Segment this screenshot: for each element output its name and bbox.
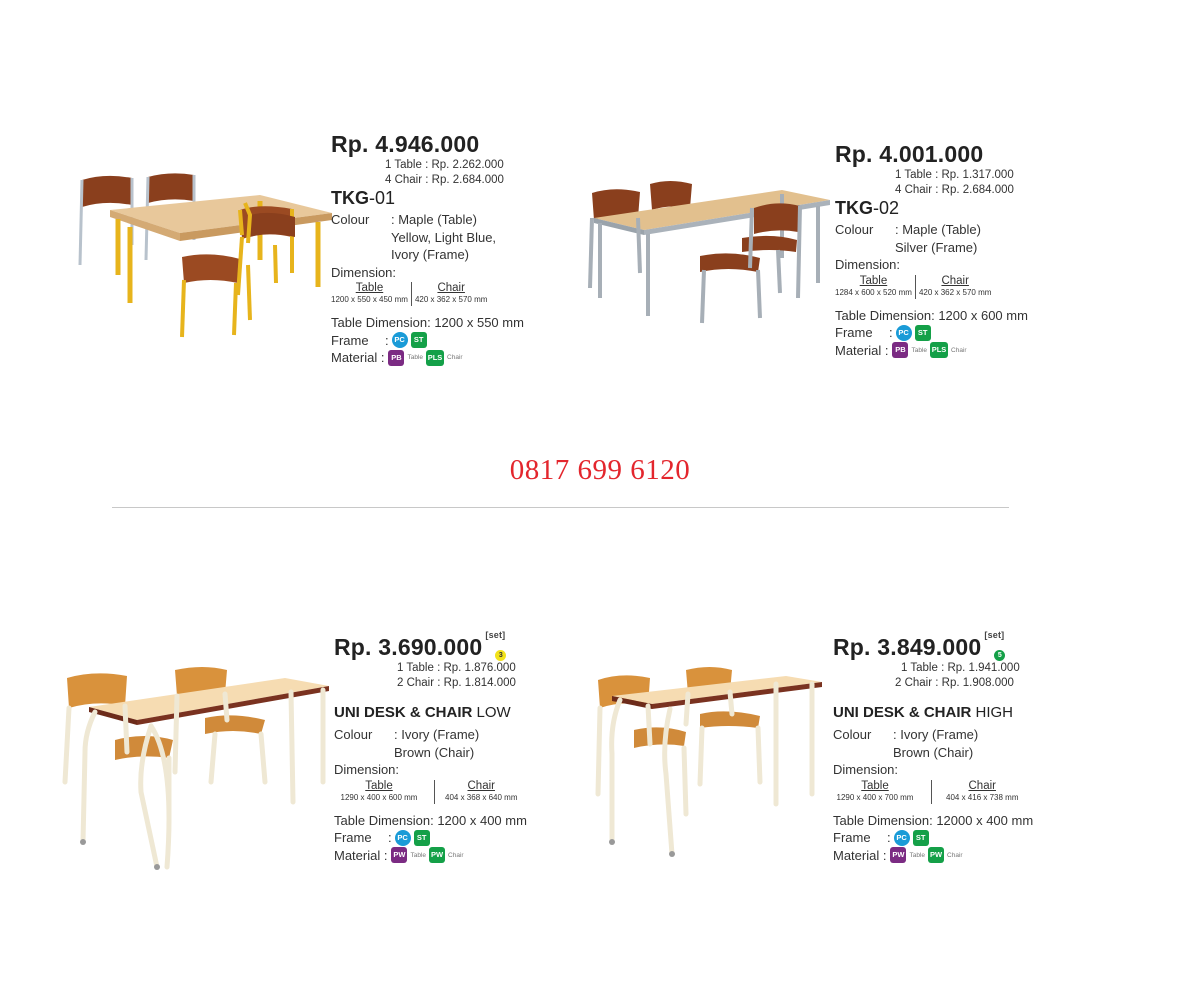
price-value: Rp. 3.849.000 [833,634,982,660]
set-count-badge: 5 [994,650,1005,661]
model-name-bold: TKG [331,188,369,208]
frame-tag-st: ST [913,830,929,846]
material-note-table: Table [407,354,424,361]
section-divider [112,507,1009,508]
model-name [331,188,524,209]
price-set-label: [set] [485,630,506,640]
dim-table-value: 1284 x 600 x 520 mm [835,287,912,297]
dimension-label: Dimension: [833,762,899,777]
frame-tag-pc: PC [395,830,411,846]
model-name-bold: UNI DESK & CHAIR [334,704,473,721]
material-note-chair: Chair [947,851,963,859]
dim-chair-label: Chair [968,779,996,792]
price: Rp. 4.946.000 [331,131,480,157]
colour-value-1: : Maple (Table) [391,212,477,227]
dim-table-label: Table [861,779,889,792]
material-note-chair: Chair [448,851,464,859]
model-name-suffix: -02 [873,198,900,218]
colour-value-2: Brown (Chair) [893,744,974,760]
material-label: Material : [334,847,388,863]
colour-value-1: : Ivory (Frame) [394,727,480,742]
sub-price-table: 1 Table : Rp. 1.876.000 [397,662,516,674]
frame-label: Frame [334,830,372,845]
colour-value-3: Ivory (Frame) [391,247,469,262]
dim-chair-value: 420 x 362 x 570 mm [414,295,488,304]
sub-price-chair: 2 Chair : Rp. 1.814.000 [397,677,516,689]
colour-label: Colour [334,727,373,742]
frame-label: Frame [331,332,369,348]
frame-tag-pc: PC [896,325,912,341]
product-info-uni-desk-low: Rp. 3.690.000 [set]3 1 Table : Rp. 1.876.000 2 Chair : Rp. 1.814.000 UNI DESK & CHAIR LOW Colour : Ivory (Frame) Brown (Chair) Dimension: Table 1290 x 400 x 600 mm Chair 404 x 368 x 640 mm Table Dimension: 1200 x 400 mm Frame : PC ST Material : PW Table PW Chair [334,630,527,863]
dimension-label: Dimension: [334,762,400,777]
material-tag-chair: PW [928,847,944,863]
dim-chair-value: 404 x 368 x 640 mm [445,792,518,802]
product-image-uni-desk-low [55,662,333,877]
model-name-bold: TKG [835,198,873,218]
frame-tag-pc: PC [894,830,910,846]
product-image-tkg-02 [582,178,832,328]
model-name [835,198,1028,219]
contact-phone: 0817 699 6120 [509,454,691,486]
frame-label: Frame [835,325,873,340]
dim-table-label: Table [365,779,393,792]
product-info-tkg-02: Rp. 4.001.000 1 Table : Rp. 1.317.000 4 Chair : Rp. 2.684.000 TKG-02 Colour : Maple (Table) Silver (Frame) Dimension: Table 1284 x 600 x 520 mm Chair 420 x 362 x 570 mm Table Dimension: 1200 x 600 mm Frame : PC ST Material : PB Table PLS Chair [835,141,1028,358]
dimension-label: Dimension: [331,264,397,280]
dim-chair-value: 420 x 362 x 570 mm [918,287,992,297]
dimension-table [331,282,524,306]
material-tag-table: PW [391,847,407,863]
colour-value-1: : Maple (Table) [895,222,981,237]
material-label: Material : [835,342,889,358]
material-tag-table: PW [890,847,906,863]
frame-tag-st: ST [411,332,427,348]
price: Rp. 4.001.000 [835,141,984,167]
set-count-badge: 3 [495,650,506,661]
sub-price-chair: 4 Chair : Rp. 2.684.000 [895,184,1014,196]
dim-chair-label: Chair [941,274,969,287]
sub-price-chair: 2 Chair : Rp. 1.908.000 [895,677,1014,689]
table-dimension: Table Dimension: 1200 x 550 mm [331,315,524,330]
model-name-suffix: HIGH [971,704,1014,721]
sub-price-table: 1 Table : Rp. 1.317.000 [895,169,1014,181]
table-dimension: Table Dimension: 1200 x 400 mm [334,812,527,828]
dim-table-label: Table [355,282,384,294]
material-note-table: Table [909,851,926,859]
table-dimension: Table Dimension: 1200 x 600 mm [835,307,1028,323]
material-tag-chair: PLS [426,350,444,366]
material-label: Material : [331,350,385,365]
dim-divider [411,282,412,306]
material-note-chair: Chair [447,354,463,361]
colour-label: Colour [835,222,874,237]
colour-value-1: : Ivory (Frame) [893,727,979,742]
price [334,630,527,661]
model-name [334,704,527,721]
table-dimension: Table Dimension: 12000 x 400 mm [833,812,1034,828]
product-info-uni-desk-high: Rp. 3.849.000 [set]5 1 Table : Rp. 1.941.000 2 Chair : Rp. 1.908.000 UNI DESK & CHAIR HIGH Colour : Ivory (Frame) Brown (Chair) Dimension: Table 1290 x 400 x 700 mm Chair 404 x 416 x 738 mm Table Dimension: 12000 x 400 mm Frame : PC ST Material : PW Table PW Chair [833,630,1034,863]
model-name-suffix: LOW [472,704,511,721]
dim-divider [931,780,932,804]
dimension-table [835,275,1028,299]
dim-table-value: 1290 x 400 x 600 mm [340,792,418,802]
material-tag-table: PB [388,350,404,366]
material-tag-table: PB [892,342,908,358]
sub-price-table: 1 Table : Rp. 1.941.000 [901,662,1020,674]
model-name [833,704,1033,721]
dim-chair-label: Chair [467,779,495,792]
price-value: Rp. 3.690.000 [334,634,483,660]
dim-divider [915,275,916,299]
material-tag-chair: PLS [930,342,948,358]
material-label: Material : [833,847,887,863]
frame-tag-st: ST [414,830,430,846]
colour-label: Colour [833,727,872,742]
dim-table-value: 1200 x 550 x 450 mm [331,295,408,304]
frame-tag-pc: PC [392,332,408,348]
dimension-table [833,780,1033,804]
product-info-tkg-01: Rp. 4.946.000 1 Table : Rp. 2.262.000 4 Chair : Rp. 2.684.000 TKG-01 Colour : Maple (Table) Yellow, Light Blue, Ivory (Frame) Dimension: Table 1200 x 550 x 450 mm Chair 420 x 362 x 570 mm Table Dimension: 1200 x 550 mm Frame : PC ST Material : PB Table PLS Chair [331,131,524,365]
colour-value-2: Silver (Frame) [895,239,978,255]
dim-table-value: 1290 x 400 x 700 mm [836,792,914,802]
colour-value-2: Yellow, Light Blue, [391,229,497,245]
frame-tag-st: ST [915,325,931,341]
frame-label: Frame [833,830,871,845]
dim-chair-value: 404 x 416 x 738 mm [946,792,1019,802]
dimension-label: Dimension: [835,257,901,272]
material-note-table: Table [911,346,928,354]
dim-chair-label: Chair [437,282,465,294]
product-image-uni-desk-high [590,664,826,859]
price-set-label: [set] [984,630,1005,640]
price [833,630,1033,661]
sub-price-table: 1 Table : Rp. 2.262.000 [385,159,504,171]
sub-price-chair: 4 Chair : Rp. 2.684.000 [385,174,504,186]
dim-divider [434,780,435,804]
colour-label: Colour [331,212,370,227]
model-name-bold: UNI DESK & CHAIR [833,704,972,721]
material-note-table: Table [410,851,427,859]
colour-value-2: Brown (Chair) [394,744,475,760]
material-tag-chair: PW [429,847,445,863]
dimension-table [334,780,527,804]
product-image-tkg-01 [70,165,335,345]
dim-table-label: Table [859,274,888,287]
model-name-suffix: -01 [369,188,396,208]
material-note-chair: Chair [951,346,967,354]
